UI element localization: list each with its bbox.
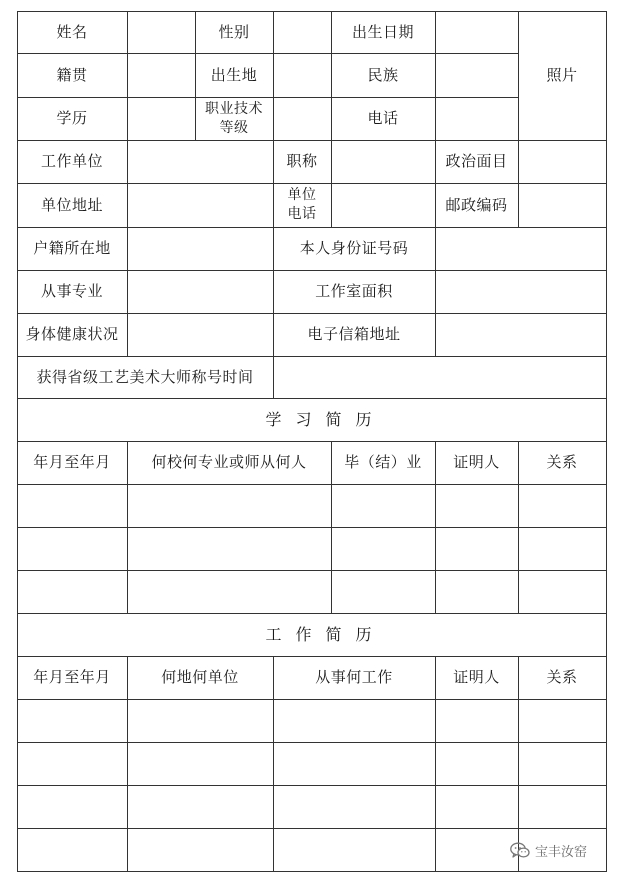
label-id-number: 本人身份证号码: [299, 239, 409, 257]
watermark: [510, 840, 587, 860]
study-section-title: 学习简历: [265, 410, 386, 429]
label-household-registration: 户籍所在地: [33, 239, 111, 257]
label-name: 姓名: [56, 22, 88, 41]
label-employer: 工作单位: [40, 152, 103, 170]
study-header-graduation: 毕（结）业: [344, 453, 422, 471]
label-native-place: 籍贯: [56, 65, 88, 84]
label-ethnicity: 民族: [367, 65, 399, 84]
label-email: 电子信箱地址: [307, 325, 401, 343]
grid-line-vertical: [606, 11, 607, 872]
label-tech-level-line2: 等级: [219, 119, 249, 136]
study-header-relation: 关系: [546, 453, 578, 471]
label-political-status: 政治面目: [445, 152, 508, 170]
label-photo: 照片: [546, 66, 578, 84]
study-header-period: 年月至年月: [33, 453, 111, 471]
label-postal-code: 邮政编码: [445, 195, 508, 214]
grid-line-vertical: [273, 11, 274, 141]
label-health: 身体健康状况: [25, 325, 119, 343]
work-header-witness: 证明人: [453, 668, 500, 686]
label-employer-phone-line2: 电话: [287, 206, 317, 222]
watermark-text: 宝丰汝窑: [535, 844, 588, 860]
work-header-employer: 何地何单位: [161, 668, 239, 686]
grid-line-vertical: [435, 11, 436, 141]
study-header-school: 何校何专业或师从何人: [151, 453, 307, 471]
wechat-icon: [510, 842, 530, 859]
grid-line-vertical: [127, 11, 128, 141]
label-studio-area: 工作室面积: [315, 282, 393, 300]
work-header-relation: 关系: [546, 668, 578, 686]
work-header-duty: 从事何工作: [315, 668, 393, 686]
work-header-period: 年月至年月: [33, 668, 111, 686]
work-section-title: 工作简历: [265, 625, 386, 644]
label-birth-date: 出生日期: [351, 22, 414, 41]
label-title: 职称: [286, 152, 318, 170]
label-birthplace: 出生地: [210, 65, 258, 84]
label-employer-phone: [273, 183, 331, 227]
grid-line-vertical: [518, 140, 519, 228]
grid-line-vertical: [127, 140, 128, 357]
label-tech-level-line1: 职业技术: [205, 100, 263, 117]
label-gender: 性别: [218, 22, 250, 41]
label-employer-phone-line1: 单位: [287, 187, 317, 203]
label-master-title-time: 获得省级工艺美术大师称号时间: [36, 367, 254, 386]
study-header-witness: 证明人: [453, 453, 500, 471]
label-employer-address: 单位地址: [40, 195, 103, 214]
grid-line-vertical: [331, 140, 332, 228]
label-tech-level: [195, 97, 273, 140]
label-phone: 电话: [367, 109, 399, 127]
label-specialty: 从事专业: [40, 282, 103, 300]
label-education: 学历: [56, 109, 88, 127]
